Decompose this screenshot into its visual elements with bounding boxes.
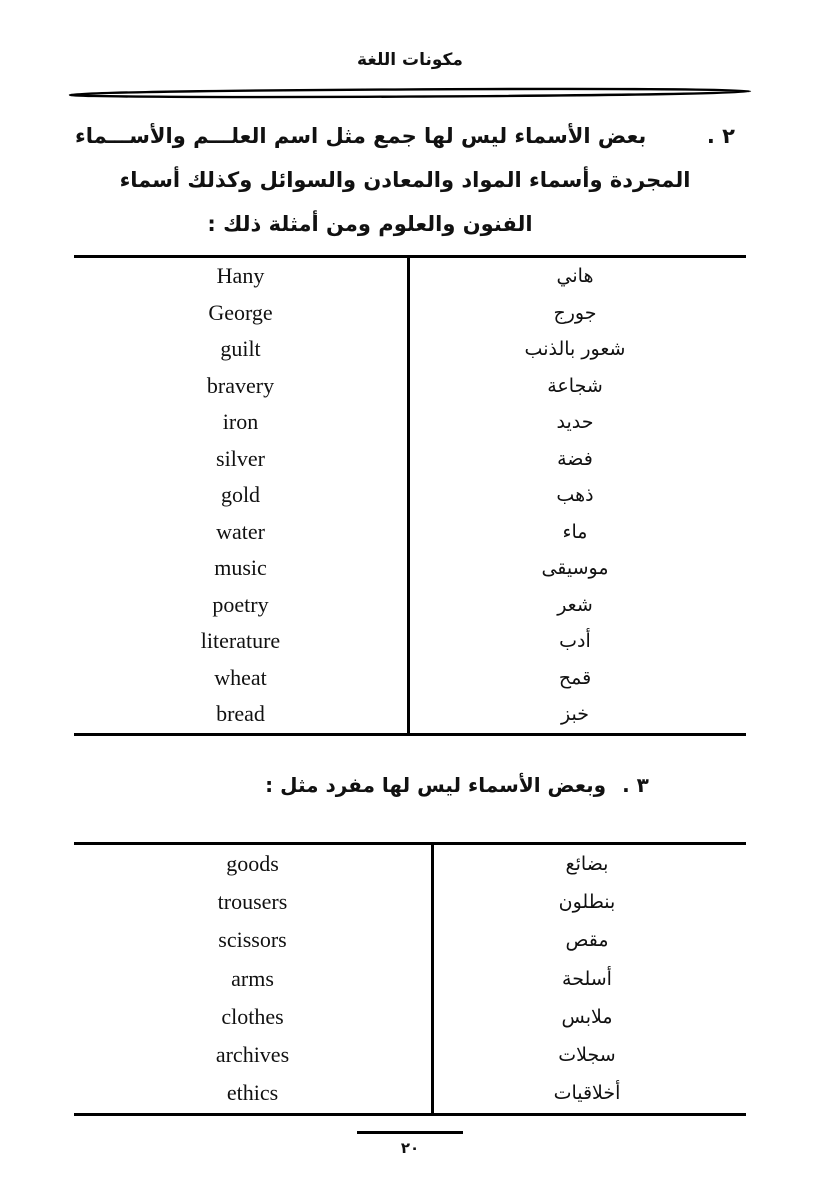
arabic-word: شعر <box>557 593 593 616</box>
table-row <box>74 1036 746 1074</box>
table-row <box>74 404 746 441</box>
table-row <box>74 921 746 959</box>
english-word: ethics <box>226 1080 279 1106</box>
english-word: wheat <box>214 664 267 690</box>
arabic-word: أدب <box>559 630 591 653</box>
section-2-line-3: الفنون والعلوم ومن أمثلة ذلك : <box>207 212 533 236</box>
english-word: trousers <box>217 889 288 915</box>
arabic-word: فضة <box>557 447 593 470</box>
section-2-line-1-text: بعض الأسماء ليس لها جمع مثل اسم العلـــم والأســـماء <box>75 124 647 148</box>
english-word: clothes <box>221 1003 284 1029</box>
arabic-word: مقص <box>565 929 609 952</box>
arabic-word: قمح <box>558 666 592 689</box>
arabic-word: هاني <box>556 265 594 288</box>
table-row <box>74 960 746 998</box>
table-row <box>74 550 746 587</box>
english-word: goods <box>226 851 279 877</box>
english-word: George <box>208 299 273 325</box>
arabic-word: ذهب <box>556 484 594 507</box>
table-row <box>74 295 746 332</box>
arabic-word: حديد <box>556 411 594 434</box>
arabic-word: شعور بالذنب <box>524 338 626 361</box>
table-row <box>74 845 746 883</box>
table-row <box>74 441 746 478</box>
english-word: gold <box>220 482 261 508</box>
english-word: arms <box>231 965 274 991</box>
section-2-line-2: المجردة وأسماء المواد والمعادن والسوائل وكذلك أسماء <box>119 168 691 192</box>
section-2-line-1 <box>75 120 735 152</box>
arabic-word: أخلاقيات <box>553 1082 621 1105</box>
english-word: iron <box>222 409 259 435</box>
arabic-word: سجلات <box>558 1044 616 1067</box>
english-word: silver <box>216 445 265 471</box>
table-column-divider <box>407 258 410 733</box>
table-row <box>74 660 746 697</box>
table-row <box>74 883 746 921</box>
arabic-word: ماء <box>562 520 588 543</box>
arabic-word: شجاعة <box>547 374 603 397</box>
arabic-word: ملابس <box>561 1005 613 1028</box>
section-2-number: ٢ . <box>706 124 735 148</box>
table-row <box>74 514 746 551</box>
section-3-number: ٣ . <box>622 773 649 797</box>
arabic-word: خبز <box>561 703 589 726</box>
section-3-heading <box>127 770 787 800</box>
page-number: ٢٠ <box>400 1139 420 1157</box>
english-word: poetry <box>212 591 269 617</box>
table-nouns-without-plural <box>74 255 746 736</box>
arabic-word: بنطلون <box>558 891 616 914</box>
table-row <box>74 477 746 514</box>
english-word: archives <box>215 1042 290 1068</box>
english-word: bravery <box>206 372 275 398</box>
table-row <box>74 623 746 660</box>
english-word: Hany <box>216 263 265 289</box>
arabic-word: موسيقى <box>541 557 609 580</box>
header-double-rule <box>66 84 754 102</box>
english-word: bread <box>216 701 265 727</box>
table-row <box>74 1074 746 1112</box>
english-word: scissors <box>218 927 287 953</box>
arabic-word: جورج <box>553 301 597 324</box>
table-row <box>74 258 746 295</box>
english-word: literature <box>200 628 281 654</box>
english-word: guilt <box>220 336 261 362</box>
table-nouns-without-singular <box>74 842 746 1116</box>
page-header-title: مكونات اللغة <box>357 50 463 70</box>
table-row <box>74 998 746 1036</box>
section-2-paragraph <box>75 120 735 240</box>
section-3-text: وبعض الأسماء ليس لها مفرد مثل : <box>265 773 607 797</box>
table-row <box>74 368 746 405</box>
english-word: music <box>214 555 267 581</box>
arabic-word: أسلحة <box>562 967 612 990</box>
arabic-word: بضائع <box>565 853 609 876</box>
table-row <box>74 696 746 733</box>
footer-rule <box>357 1131 463 1134</box>
table-column-divider <box>431 845 434 1113</box>
table-row <box>74 331 746 368</box>
english-word: water <box>216 518 265 544</box>
table-row <box>74 587 746 624</box>
